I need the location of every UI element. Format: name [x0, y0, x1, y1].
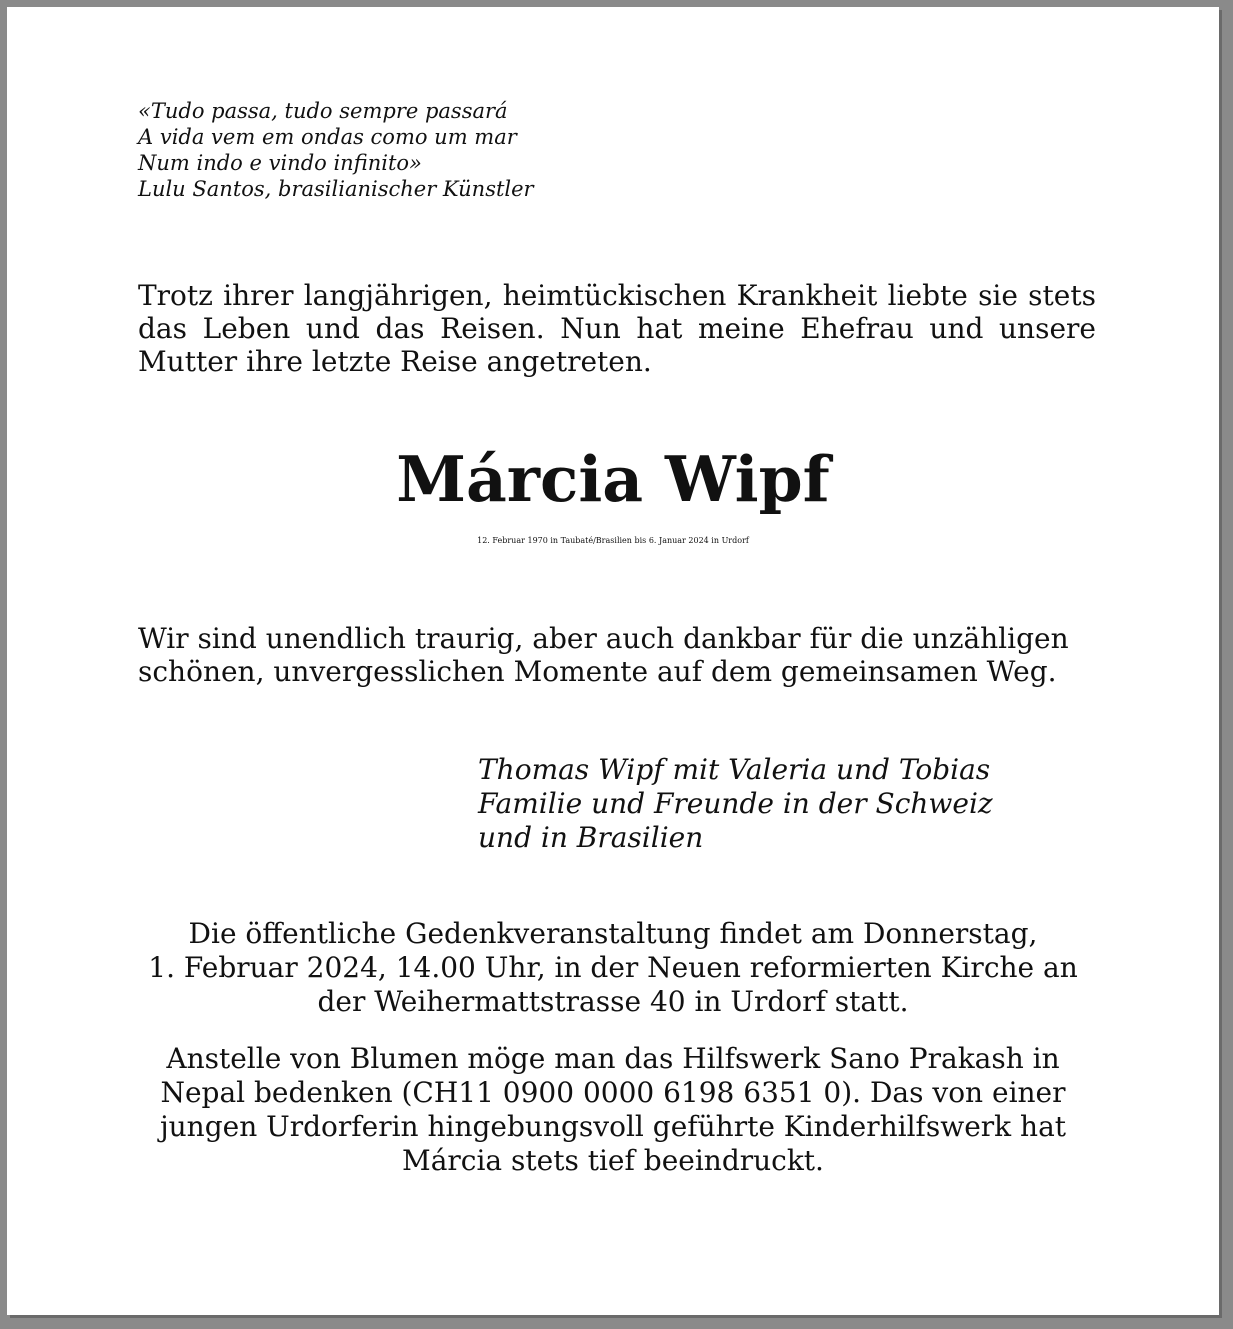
mourning-address [7, 1204, 1219, 1228]
signer-line: und in Brasilien [478, 821, 704, 854]
epigraph-quote [138, 98, 1096, 202]
intro-line: das Leben und das Reisen. Nun hat meine Ehefrau und unsere [138, 312, 1096, 345]
quote-line: «Tudo passa, tudo sempre passará [138, 99, 508, 123]
intro-paragraph [138, 279, 1096, 378]
mourners-signature [478, 753, 993, 855]
grief-paragraph [138, 622, 1096, 688]
intro-line: Trotz ihrer langjährigen, heimtückischen Krankheit liebte sie stets [138, 279, 1096, 312]
donation-notice [7, 1042, 1219, 1178]
donation-line: Anstelle von Blumen möge man das Hilfswerk Sano Prakash in [166, 1042, 1060, 1075]
ceremony-line: der Weihermattstrasse 40 in Urdorf statt. [317, 985, 909, 1018]
ceremony-line: 1. Februar 2024, 14.00 Uhr, in der Neuen reformierten Kirche an [148, 951, 1078, 984]
life-dates: 12. Februar 1970 in Taubaté/Brasilien bis 6. Januar 2024 in Urdorf [477, 536, 749, 545]
ceremony-notice [7, 917, 1219, 1019]
quote-attribution: Lulu Santos, brasilianischer Künstler [138, 177, 534, 201]
signer-line: Familie und Freunde in der Schweiz [478, 787, 993, 820]
ceremony-line: Die öffentliche Gedenkveranstaltung findet am Donnerstag, [188, 917, 1038, 950]
intro-line: Mutter ihre letzte Reise angetreten. [138, 345, 652, 378]
quote-line: Num indo e vindo infinito» [138, 151, 422, 175]
donation-line: Nepal bedenken (CH11 0900 0000 6198 6351 0). Das von einer [160, 1076, 1066, 1109]
grief-line: schönen, unvergesslichen Momente auf dem gemeinsamen Weg. [138, 655, 1057, 688]
signer-line: Thomas Wipf mit Valeria und Tobias [478, 753, 991, 786]
grief-line: Wir sind unendlich traurig, aber auch dankbar für die unzähligen [138, 622, 1069, 655]
donation-line: Márcia stets tief beeindruckt. [402, 1144, 824, 1177]
obituary-page [7, 7, 1219, 1315]
deceased-name: Márcia Wipf [396, 442, 830, 516]
quote-line: A vida vem em ondas como um mar [138, 125, 517, 149]
donation-line: jungen Urdorferin hingebungsvoll geführte Kinderhilfswerk hat [159, 1110, 1067, 1143]
